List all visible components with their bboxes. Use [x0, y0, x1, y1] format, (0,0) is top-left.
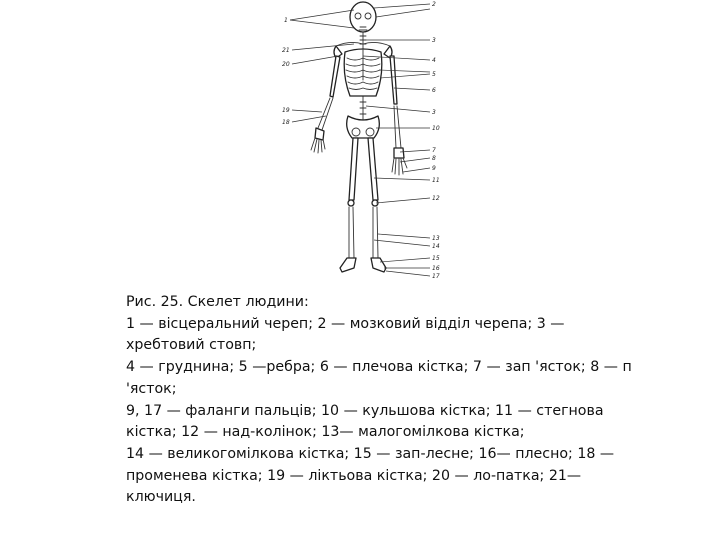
caption-title: Рис. 25. Скелет людини:	[126, 294, 309, 310]
label-3b: 3	[432, 109, 436, 116]
label-7: 7	[432, 147, 436, 154]
label-18: 18	[282, 119, 290, 126]
caption-line: 'ясток;	[126, 380, 177, 397]
caption-line: променева кістка; 19 — ліктьова кістка; 20 — ло-патка; 21—	[126, 467, 582, 484]
right-arm	[390, 56, 407, 175]
label-1: 1	[284, 17, 288, 24]
label-20: 20	[282, 61, 290, 68]
caption-line: кістка; 12 — над-колінок; 13— малогомілкова кістка;	[126, 424, 525, 441]
figure-caption	[126, 292, 666, 509]
label-21: 21	[282, 47, 290, 54]
label-5: 5	[432, 71, 436, 78]
caption-line: 4 — груднина; 5 —ребра; 6 — плечова кістка; 7 — зап 'ясток; 8 — п	[126, 359, 632, 376]
label-13: 13	[432, 235, 440, 242]
label-6: 6	[432, 87, 436, 94]
label-12: 12	[432, 195, 440, 202]
skeleton-figure	[270, 0, 450, 285]
label-15: 15	[432, 255, 440, 262]
caption-line: хребтовий стовп;	[126, 337, 257, 354]
right-leg	[368, 138, 386, 272]
caption-line: 1 — вісцеральний череп; 2 — мозковий відділ черепа; 3 —	[126, 315, 565, 332]
label-14: 14	[432, 243, 440, 250]
label-9: 9	[432, 165, 436, 172]
label-16: 16	[432, 265, 440, 272]
leader-lines	[290, 4, 430, 276]
skull	[350, 2, 376, 32]
label-8: 8	[432, 155, 436, 162]
left-arm	[311, 56, 340, 153]
label-2: 2	[432, 1, 436, 8]
label-19: 19	[282, 107, 290, 114]
label-3: 3	[432, 37, 436, 44]
left-leg	[340, 138, 358, 272]
skeleton-drawing	[270, 0, 450, 285]
caption-line: 14 — великогомілкова кістка; 15 — зап-лесне; 16— плесно; 18 —	[126, 445, 615, 462]
caption-line: 9, 17 — фаланги пальців; 10 — кульшова кістка; 11 — стегнова	[126, 402, 604, 419]
label-10: 10	[432, 125, 440, 132]
caption-line: ключиця.	[126, 489, 196, 506]
label-17: 17	[432, 273, 440, 280]
label-11: 11	[432, 177, 440, 184]
label-4: 4	[432, 57, 436, 64]
